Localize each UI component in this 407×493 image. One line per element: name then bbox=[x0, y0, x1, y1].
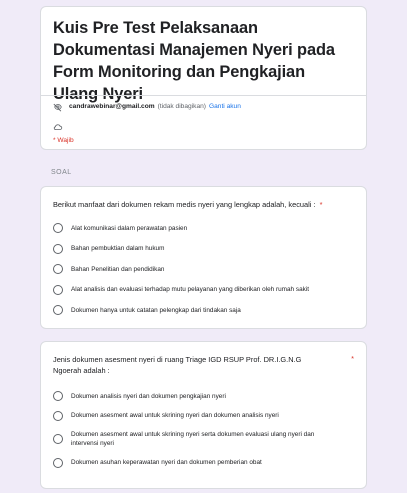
radio-option-label: Dokumen asesment awal untuk skrining nyeri serta dokumen evaluasi ulang nyeri dan intervensi nyeri bbox=[71, 431, 315, 447]
radio-button[interactable] bbox=[53, 264, 63, 274]
radio-option-label: Alat komunikasi dalam perawatan pasien bbox=[71, 224, 188, 232]
account-not-shared-note: (tidak dibagikan) bbox=[157, 103, 206, 110]
radio-button[interactable] bbox=[53, 223, 63, 233]
required-asterisk: * bbox=[351, 354, 354, 363]
radio-button[interactable] bbox=[53, 458, 63, 468]
radio-option-label: Dokumen asesment awal untuk skrining nyeri dan dokumen analisis nyeri bbox=[71, 412, 279, 419]
radio-button[interactable] bbox=[53, 285, 63, 295]
radio-option-label: Dokumen asuhan keperawatan nyeri dan dokumen pemberian obat bbox=[71, 459, 262, 466]
question-card-2 bbox=[40, 341, 367, 489]
question-text bbox=[53, 199, 354, 210]
radio-button[interactable] bbox=[53, 391, 63, 401]
radio-option[interactable] bbox=[53, 305, 354, 315]
radio-group bbox=[53, 391, 354, 468]
radio-option[interactable] bbox=[53, 458, 354, 468]
question-1-text: Berikut manfaat dari dokumen rekam medis nyeri yang lengkap adalah, kecuali : bbox=[53, 200, 316, 209]
radio-button[interactable] bbox=[53, 244, 63, 254]
required-asterisk: * bbox=[319, 200, 323, 209]
radio-button[interactable] bbox=[53, 434, 63, 444]
radio-option[interactable] bbox=[53, 285, 354, 295]
radio-option-label: Bahan pembuktian dalam hukum bbox=[71, 245, 165, 252]
switch-account-link[interactable]: Ganti akun bbox=[208, 103, 241, 110]
radio-option[interactable] bbox=[53, 391, 354, 401]
section-label: SOAL bbox=[51, 169, 72, 176]
radio-button[interactable] bbox=[53, 411, 63, 421]
radio-option[interactable] bbox=[53, 264, 354, 274]
required-note: * Wajib bbox=[53, 137, 74, 144]
form-title: Kuis Pre Test Pelaksanaan Dokumentasi Manajemen Nyeri pada Form Monitoring dan Pengkajian Ulang Nyeri bbox=[53, 19, 335, 103]
question-2-text: Jenis dokumen asesment nyeri di ruang Triage IGD RSUP Prof. DR.I.G.N.G Ngoerah adalah : bbox=[53, 355, 302, 375]
radio-option[interactable] bbox=[53, 244, 354, 254]
question-card-1 bbox=[40, 186, 367, 329]
account-row bbox=[53, 102, 241, 112]
radio-group bbox=[53, 223, 354, 315]
radio-option[interactable] bbox=[53, 411, 354, 421]
radio-option-label: Alat analisis dan evaluasi terhadap mutu pelayanan yang diberikan oleh rumah sakit bbox=[71, 286, 310, 293]
radio-option[interactable] bbox=[53, 223, 354, 233]
eye-off-icon bbox=[53, 102, 63, 112]
save-status bbox=[53, 119, 63, 137]
radio-option[interactable] bbox=[53, 430, 354, 448]
account-email: candrawebinar@gmail.com bbox=[69, 103, 155, 110]
radio-option-label: Bahan Penelitian dan pendidikan bbox=[71, 265, 165, 273]
radio-option-label: Dokumen hanya untuk catatan pelengkap dari tindakan saja bbox=[71, 306, 241, 314]
header-divider bbox=[41, 95, 366, 96]
radio-button[interactable] bbox=[53, 305, 63, 315]
cloud-icon bbox=[53, 122, 63, 132]
radio-option-label: Dokumen analisis nyeri dan dokumen pengkajian nyeri bbox=[71, 392, 226, 400]
form-header-card bbox=[40, 6, 367, 150]
